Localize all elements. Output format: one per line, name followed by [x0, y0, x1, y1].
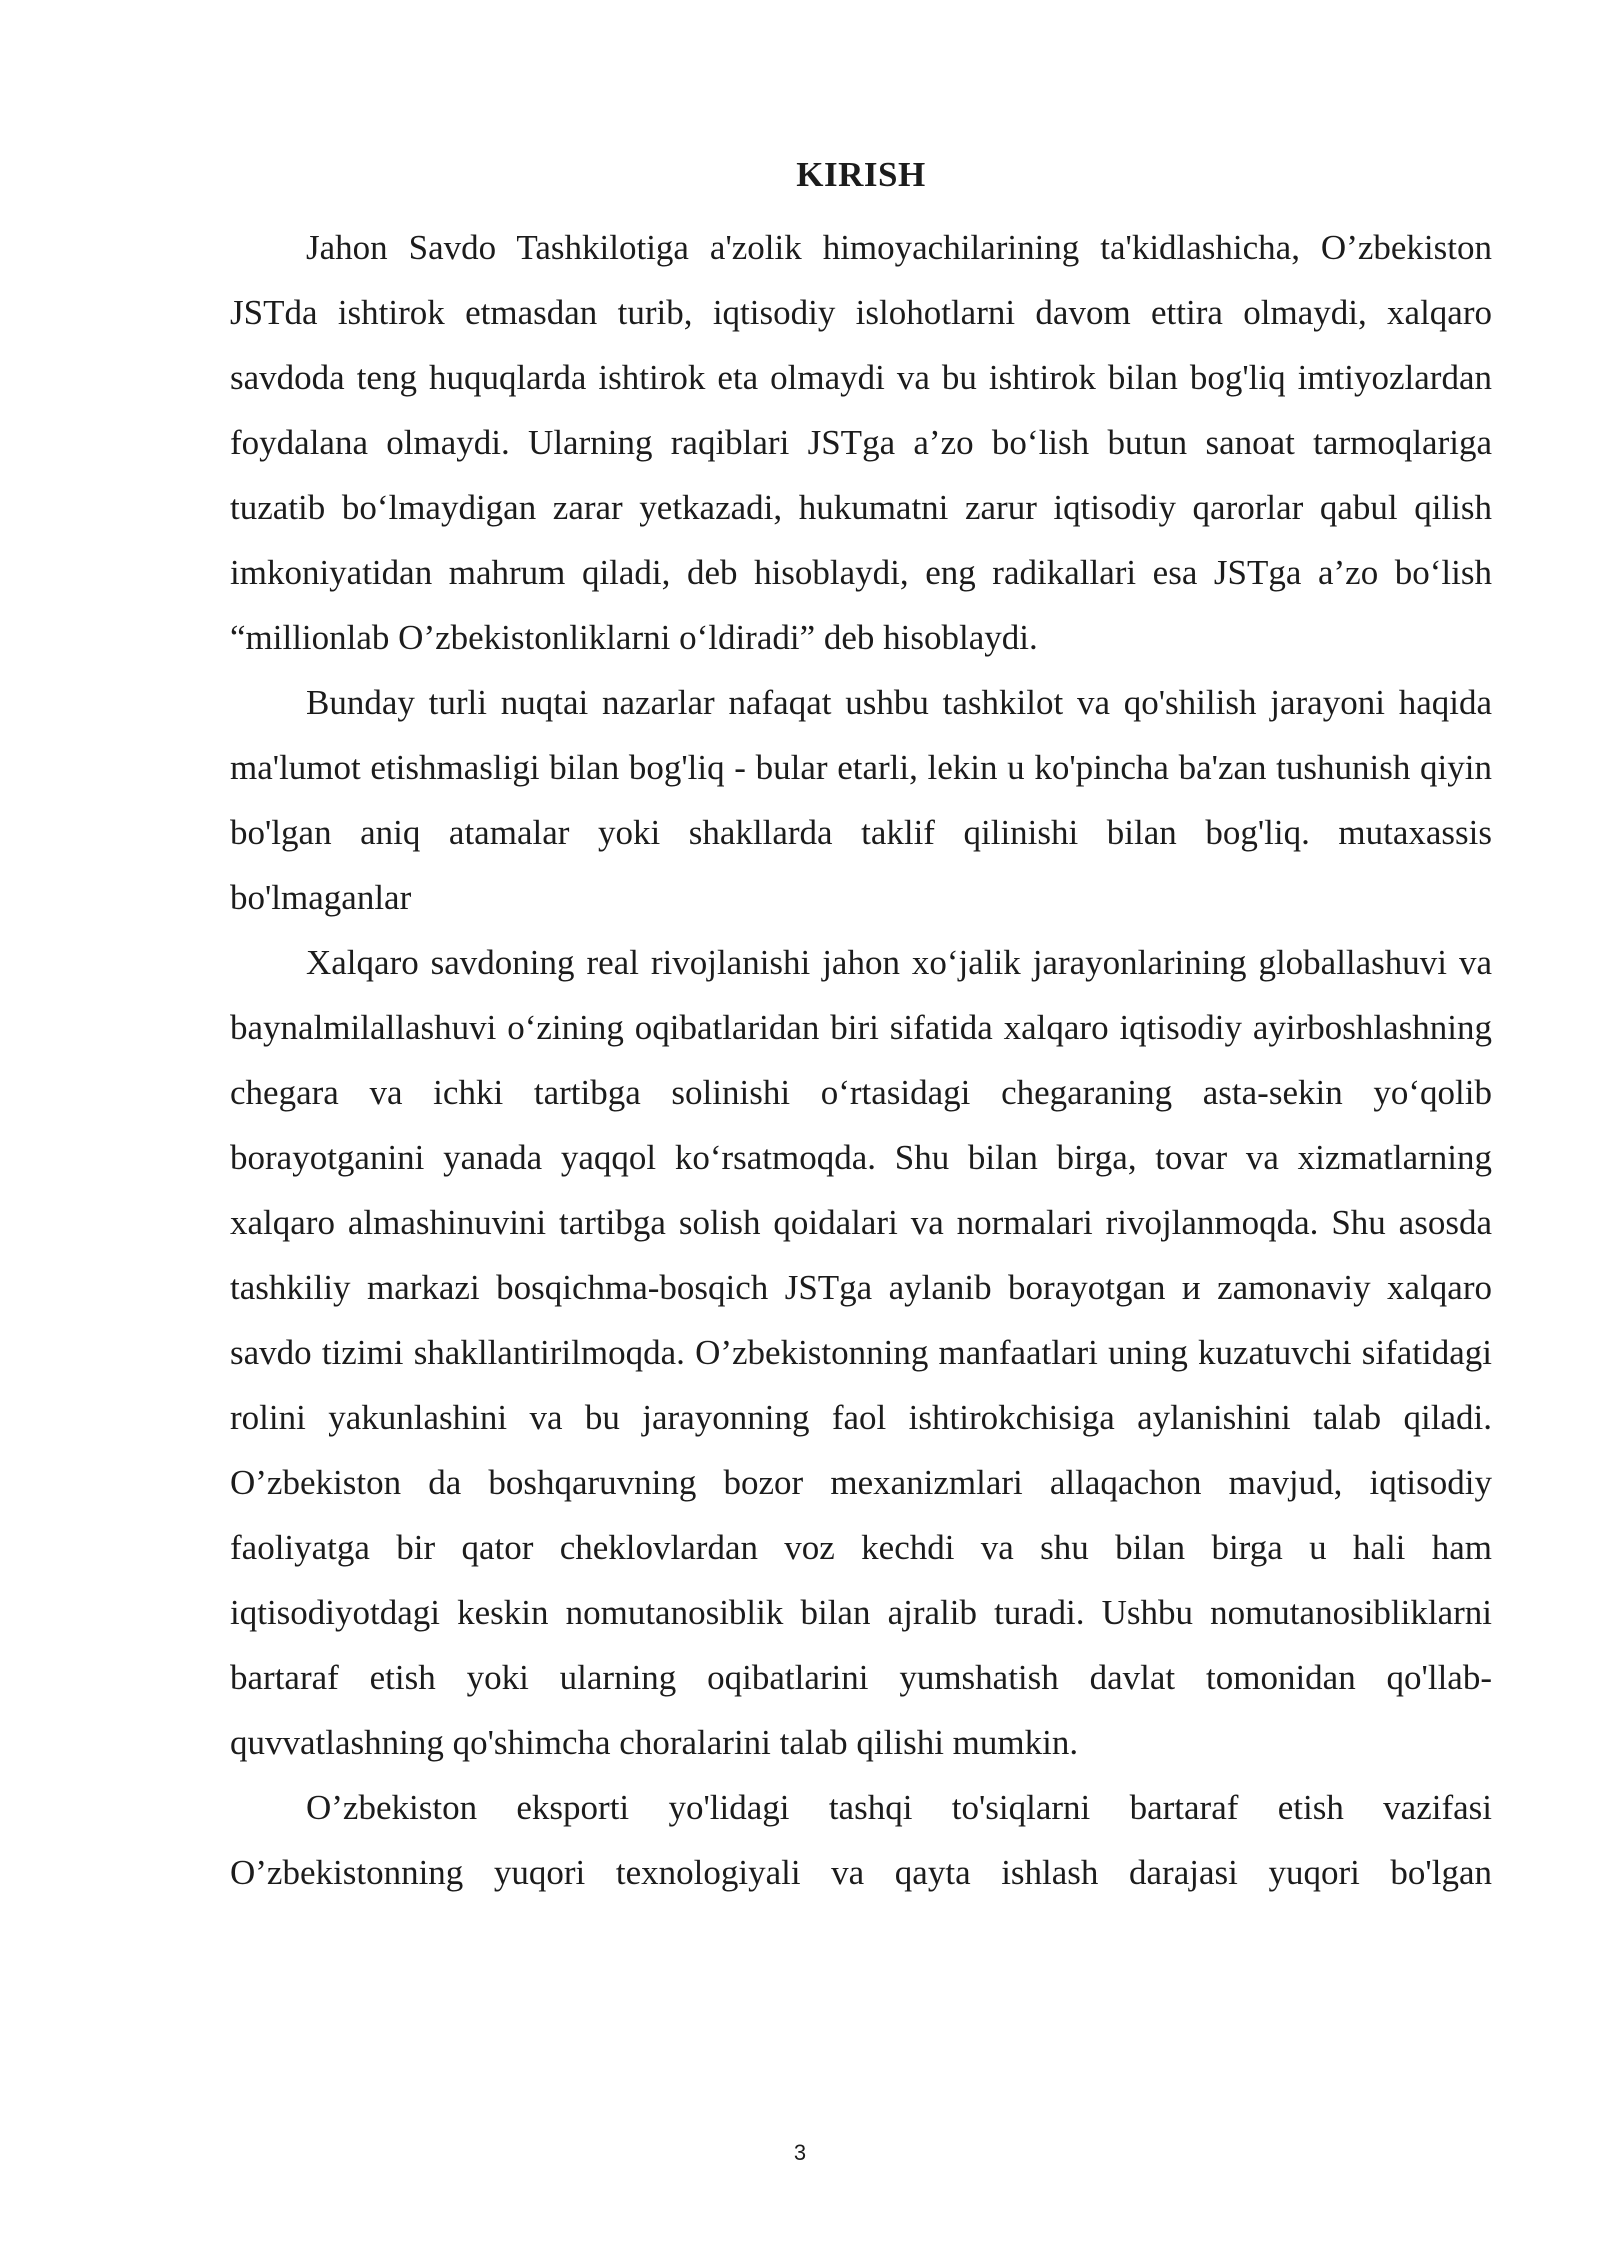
document-body — [230, 150, 1492, 1905]
paragraph-4: O’zbekiston eksporti yo'lidagi tashqi to'siqlarni bartaraf etish vazifasi O’zbekistonning yuqori texnologiyali va qayta ishlash darajasi yuqori bo'lgan — [230, 1788, 1492, 1892]
section-heading: KIRISH — [796, 155, 926, 194]
paragraph-1: Jahon Savdo Tashkilotiga a'zolik himoyachilarining ta'kidlashicha, O’zbekiston JSTda ishtirok etmasdan turib, iqtisodiy islohotlarni davom ettira olmaydi, xalqaro savdoda teng huquqlarda ishtirok eta olmaydi va bu ishtirok bilan bog'liq imtiyozlardan foydalana olmaydi. Ularning raqiblari JSTga a’zo bo‘lish butun sanoat tarmoqlariga tuzatib bo‘lmaydigan zarar yetkazadi, hukumatni zarur iqtisodiy qarorlar qabul qilish imkoniyatidan mahrum qiladi, deb hisoblaydi, eng radikallari esa JSTga a’zo bo‘lish “millionlab O’zbekistonliklarni o‘ldiradi” deb hisoblaydi. — [230, 228, 1492, 657]
paragraph-2: Bunday turli nuqtai nazarlar nafaqat ushbu tashkilot va qo'shilish jarayoni haqida ma'lumot etishmasligi bilan bog'liq - bular etarli, lekin u ko'pincha ba'zan tushunish qiyin bo'lgan aniq atamalar yoki shakllarda taklif qilinishi bilan bog'liq. mutaxassis bo'lmaganlar — [230, 683, 1492, 917]
page-number: 3 — [793, 2140, 807, 2165]
paragraph-3: Xalqaro savdoning real rivojlanishi jahon xo‘jalik jarayonlarining globallashuvi va baynalmilallashuvi o‘zining oqibatlaridan biri sifatida xalqaro iqtisodiy ayirboshlashning chegara va ichki tartibga solinishi o‘rtasidagi chegaraning asta-sekin yo‘qolib borayotganini yanada yaqqol ko‘rsatmoqda. Shu bilan birga, tovar va xizmatlarning xalqaro almashinuvini tartibga solish qoidalari va normalari rivojlanmoqda. Shu asosda tashkiliy markazi bosqichma-bosqich JSTga aylanib borayotgan и zamonaviy xalqaro savdo tizimi shakllantirilmoqda. O’zbekistonning manfaatlari uning kuzatuvchi sifatidagi rolini yakunlashini va bu jarayonning faol ishtirokchisiga aylanishini talab qiladi. O’zbekiston da boshqaruvning bozor mexanizmlari allaqachon mavjud, iqtisodiy faoliyatga bir qator cheklovlardan voz kechdi va shu bilan birga u hali ham iqtisodiyotdagi keskin nomutanosiblik bilan ajralib turadi. Ushbu nomutanosibliklarni bartaraf etish yoki ularning oqibatlarini yumshatish davlat tomonidan qo'llab-quvvatlashning qo'shimcha choralarini talab qilishi mumkin. — [230, 943, 1492, 1762]
